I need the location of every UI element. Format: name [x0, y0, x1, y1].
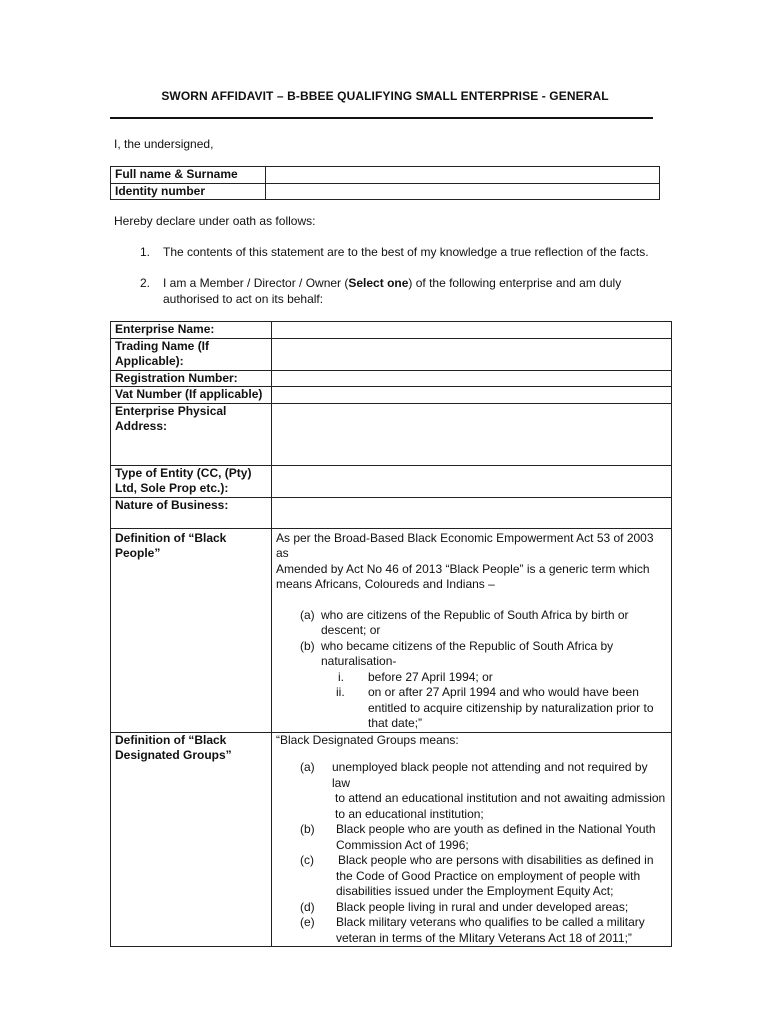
- item-2-text-line2: authorised to act on its behalf:: [163, 292, 324, 306]
- nature-of-business-field[interactable]: [272, 497, 672, 528]
- item-1-text: The contents of this statement are to the best of my knowledge a true reflection of the facts.: [163, 245, 649, 259]
- physical-address-label: Enterprise Physical Address:: [111, 403, 272, 465]
- identity-number-field[interactable]: [266, 183, 660, 200]
- black-people-definition: As per the Broad-Based Black Economic Empowerment Act 53 of 2003 as Amended by Act No 46 of 2013 “Black People” is a generic term which means Africans, Coloureds and Indians – (a) who are citizens of the Republic of South Africa by birth or descent; or (b) who became citizens of the Republic of South Africa by naturalisation- i. before 27 April 1994; or ii. on or after 27 April 1994 and who would have been entitled to acquire citizenship by naturalization prior to that date;”: [272, 528, 672, 732]
- trading-name-field[interactable]: [272, 338, 672, 370]
- title-underline: [110, 117, 653, 119]
- black-designated-groups-definition: “Black Designated Groups means: (a) unemployed black people not attending and not required by law to attend an educational institution and not awaiting admission to an educational institution; (b) Black people who are youth as defined in the National Youth Commission Act of 1996; (c) Black people who are persons with disabilities as defined in the Code of Good Practice on employment of people with disabilities issued under the Employment Equity Act; (d) Black people living in rural and under developed areas; (e) Black military veterans who qualifies to be called a military veteran in terms of the MIitary Veterans Act 18 of 2011;”: [272, 732, 672, 947]
- trading-name-label: Trading Name (If Applicable):: [111, 338, 272, 370]
- physical-address-field[interactable]: [272, 403, 672, 465]
- item-2-number: 2.: [140, 276, 151, 290]
- bdg-item-a: (a) unemployed black people not attending and not required by law: [300, 760, 648, 790]
- bp-item-ii: ii. on or after 27 April 1994 and who would have been: [336, 685, 639, 699]
- intro-text: I, the undersigned,: [114, 137, 214, 151]
- type-of-entity-label: Type of Entity (CC, (Pty) Ltd, Sole Prop etc.):: [111, 465, 272, 497]
- bp-item-a: (a) who are citizens of the Republic of South Africa by birth or: [300, 607, 629, 622]
- bdg-item-d: (d) Black people living in rural and under developed areas;: [300, 899, 629, 914]
- bdg-item-b: (b) Black people who are youth as defined in the National Youth: [300, 822, 656, 836]
- full-name-label: Full name & Surname: [111, 167, 266, 184]
- enterprise-name-field[interactable]: [272, 322, 672, 339]
- item-2-text: I am a Member / Director / Owner (Select one) of the following enterprise and am duly: [163, 276, 622, 290]
- identity-number-label: Identity number: [111, 183, 266, 200]
- type-of-entity-field[interactable]: [272, 465, 672, 497]
- black-people-label: Definition of “Black People”: [111, 528, 272, 732]
- bdg-item-e: (e) Black military veterans who qualifies to be called a military: [300, 915, 645, 929]
- item-1-number: 1.: [140, 245, 151, 259]
- registration-number-field[interactable]: [272, 370, 672, 387]
- full-name-field[interactable]: [266, 167, 660, 184]
- vat-number-label: Vat Number (If applicable): [111, 387, 272, 404]
- declare-text: Hereby declare under oath as follows:: [114, 214, 316, 228]
- bp-item-i: i. before 27 April 1994; or: [338, 669, 493, 684]
- bp-item-b: (b) who became citizens of the Republic of South Africa by: [300, 638, 614, 653]
- enterprise-table: [110, 321, 672, 947]
- registration-number-label: Registration Number:: [111, 370, 272, 387]
- enterprise-name-label: Enterprise Name:: [111, 322, 272, 339]
- document-title: SWORN AFFIDAVIT – B-BBEE QUALIFYING SMALL ENTERPRISE - GENERAL: [161, 89, 609, 103]
- nature-of-business-label: Nature of Business:: [111, 497, 272, 528]
- person-table: [110, 166, 660, 200]
- vat-number-field[interactable]: [272, 387, 672, 404]
- black-designated-groups-label: Definition of “Black Designated Groups”: [111, 732, 272, 947]
- bdg-item-c: (c) Black people who are persons with disabilities as defined in: [300, 853, 654, 867]
